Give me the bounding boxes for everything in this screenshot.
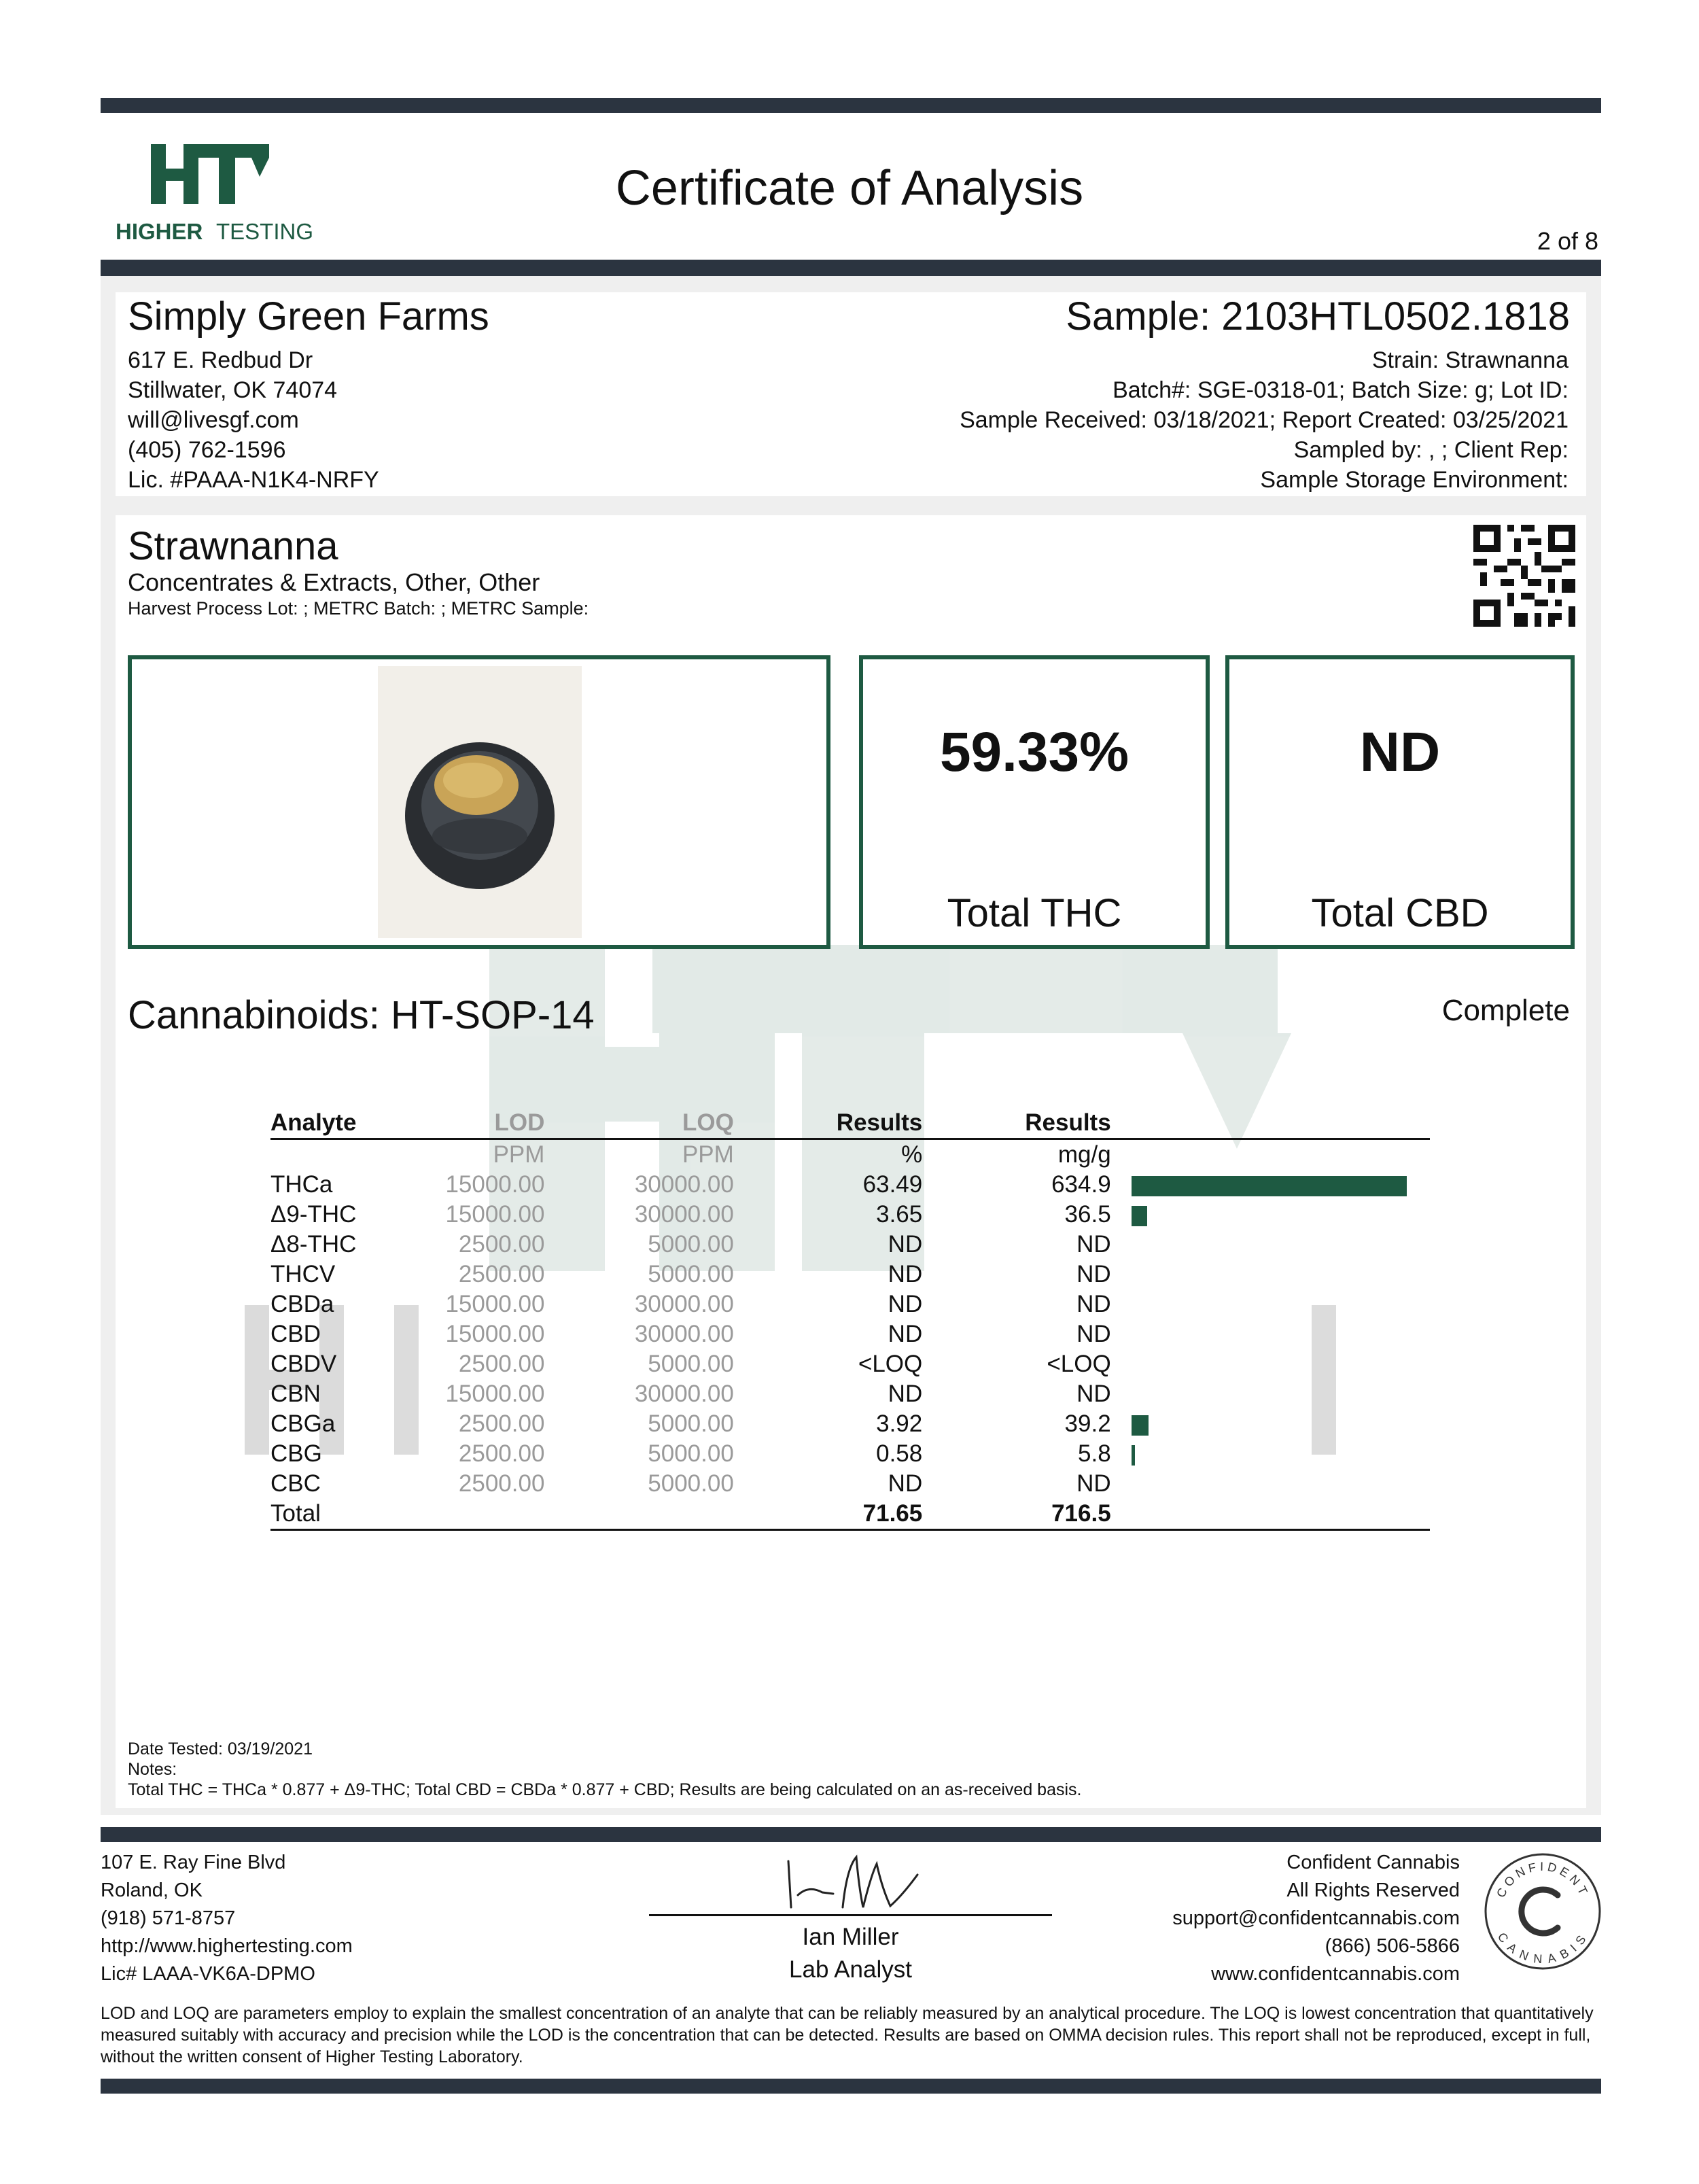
total-thc-box <box>859 655 1210 949</box>
analyte-name: Δ9-THC <box>270 1201 357 1228</box>
analyte-loq: 30000.00 <box>634 1321 734 1347</box>
total-lod <box>404 1499 544 1530</box>
table-row <box>270 1349 1430 1379</box>
analyte-bar-cell <box>1111 1260 1430 1289</box>
analyte-result-pct: ND <box>888 1381 923 1407</box>
analyte-result-pct: ND <box>888 1261 923 1287</box>
analyte-result-mg: ND <box>1076 1381 1111 1407</box>
result-bar <box>1132 1445 1135 1466</box>
lab-phone: (918) 571-8757 <box>101 1907 236 1929</box>
analyte-name: CBDV <box>270 1351 337 1377</box>
analyte-bar-cell <box>1111 1200 1430 1230</box>
logo-text-bold: HIGHER <box>116 219 203 244</box>
analyte-result-pct: <LOQ <box>858 1351 923 1377</box>
analyte-result-pct: 3.92 <box>876 1410 923 1437</box>
cc-contact <box>1172 1849 1460 1988</box>
analyte-lod: 2500.00 <box>458 1470 545 1497</box>
analyte-loq: 30000.00 <box>634 1291 734 1317</box>
analyte-result-mg: ND <box>1076 1291 1111 1317</box>
analyte-result-mg: ND <box>1076 1321 1111 1347</box>
analyte-loq: 5000.00 <box>648 1261 734 1287</box>
analyte-lod: 2500.00 <box>458 1351 545 1377</box>
cc-email[interactable]: support@confidentcannabis.com <box>1172 1907 1460 1929</box>
analyte-bar-cell <box>1111 1170 1430 1200</box>
unit-pct: % <box>901 1141 923 1168</box>
analyte-lod: 2500.00 <box>458 1261 545 1287</box>
analyte-lod: 15000.00 <box>445 1381 545 1407</box>
total-thc-value: 59.33% <box>939 721 1129 783</box>
page-number: 2 of 8 <box>1537 227 1598 255</box>
total-label: Total <box>270 1499 404 1530</box>
analyte-bar-cell <box>1111 1319 1430 1349</box>
analyte-result-pct: ND <box>888 1291 923 1317</box>
disclaimer: LOD and LOQ are parameters employ to explain the smallest concentration of an analyte that can be reliably measured by an analytical procedure. The LOQ is lowest concentration that quantitatively measured suitably with accuracy and precision while the LOD is the concentration that can be detected. Results are based on OMMA decision rules. This report shall not be reproduced, except in full, without the written consent of Higher Testing Laboratory. <box>101 2004 1594 2066</box>
table-row <box>270 1200 1430 1230</box>
analyte-bar-cell <box>1111 1349 1430 1379</box>
analyte-result-mg: 36.5 <box>1064 1201 1111 1228</box>
total-thc-label: Total THC <box>947 891 1122 935</box>
lab-website[interactable]: http://www.highertesting.com <box>101 1935 353 1957</box>
table-row <box>270 1289 1430 1319</box>
analyte-bar-cell <box>1111 1289 1430 1319</box>
unit-loq: PPM <box>682 1141 734 1168</box>
analyte-result-mg: ND <box>1076 1470 1111 1497</box>
analyte-lod: 15000.00 <box>445 1171 545 1198</box>
header-divider <box>101 260 1601 276</box>
notes-text: Total THC = THCa * 0.877 + Δ9-THC; Total CBD = CBDa * 0.877 + CBD; Results are being calculated on an as-received basis. <box>128 1780 1082 1799</box>
client-address1: 617 E. Redbud Dr <box>128 347 313 373</box>
client-name: Simply Green Farms <box>128 294 489 339</box>
analyte-name: THCa <box>270 1171 333 1198</box>
sample-batch: Batch#: SGE-0318-01; Batch Size: g; Lot ID: <box>1113 377 1569 403</box>
analyte-lod: 2500.00 <box>458 1410 545 1437</box>
client-phone: (405) 762-1596 <box>128 437 286 463</box>
sample-strain: Strain: Strawnanna <box>1371 347 1569 373</box>
footer-divider <box>101 1827 1601 1842</box>
analyte-bar-cell <box>1111 1439 1430 1469</box>
total-row <box>270 1499 1430 1530</box>
analyte-loq: 30000.00 <box>634 1381 734 1407</box>
client-email: will@livesgf.com <box>128 407 299 433</box>
total-cbd-label: Total CBD <box>1311 891 1489 935</box>
analyte-result-pct: ND <box>888 1470 923 1497</box>
table-row <box>270 1230 1430 1260</box>
sample-dates: Sample Received: 03/18/2021; Report Created: 03/25/2021 <box>960 407 1569 433</box>
analyte-loq: 30000.00 <box>634 1171 734 1198</box>
confident-cannabis-seal-icon <box>1482 1850 1604 1973</box>
result-bar <box>1132 1415 1149 1436</box>
cannabinoid-results-table <box>270 1108 1430 1531</box>
table-row <box>270 1409 1430 1439</box>
analyte-bar-cell <box>1111 1409 1430 1439</box>
notes-label: Notes: <box>128 1760 177 1779</box>
total-bar-cell <box>1111 1499 1430 1530</box>
signer-title: Lab Analyst <box>789 1956 912 1983</box>
analyte-loq: 5000.00 <box>648 1440 734 1467</box>
analyte-name: CBG <box>270 1440 322 1467</box>
analyte-bar-cell <box>1111 1230 1430 1260</box>
analyte-result-pct: 3.65 <box>876 1201 923 1228</box>
product-lot: Harvest Process Lot: ; METRC Batch: ; METRC Sample: <box>128 598 589 619</box>
logo-text-light: TESTING <box>216 219 314 244</box>
col-loq: LOQ <box>544 1108 733 1139</box>
result-bar <box>1132 1176 1407 1196</box>
analyte-loq: 30000.00 <box>634 1201 734 1228</box>
analyte-result-mg: 39.2 <box>1064 1410 1111 1437</box>
unit-mg: mg/g <box>1057 1141 1111 1168</box>
product-category: Concentrates & Extracts, Other, Other <box>128 568 540 596</box>
table-row <box>270 1170 1430 1200</box>
client-address2: Stillwater, OK 74074 <box>128 377 338 403</box>
lab-license: Lic# LAAA-VK6A-DPMO <box>101 1963 315 1985</box>
document-title: Certificate of Analysis <box>615 161 1084 215</box>
seal-text-top: CONFIDENT <box>1494 1859 1592 1900</box>
sample-storage: Sample Storage Environment: <box>1260 467 1569 493</box>
analyte-name: THCV <box>270 1261 336 1287</box>
analyte-result-pct: ND <box>888 1321 923 1347</box>
analyte-name: Δ8-THC <box>270 1231 357 1258</box>
total-mg: 716.5 <box>922 1499 1110 1530</box>
col-lod: LOD <box>404 1108 544 1139</box>
lab-address1: 107 E. Ray Fine Blvd <box>101 1852 286 1873</box>
analyte-loq: 5000.00 <box>648 1351 734 1377</box>
col-analyte: Analyte <box>270 1108 404 1139</box>
analyte-lod: 15000.00 <box>445 1321 545 1347</box>
client-license: Lic. #PAAA-N1K4-NRFY <box>128 467 379 493</box>
col-bar <box>1111 1108 1430 1139</box>
table-row <box>270 1469 1430 1499</box>
analyte-name: CBDa <box>270 1291 334 1317</box>
col-results-pct: Results <box>734 1108 922 1139</box>
analyte-lod: 15000.00 <box>445 1291 545 1317</box>
sample-id: Sample: 2103HTL0502.1818 <box>1066 294 1570 339</box>
result-bar <box>1132 1206 1147 1226</box>
analyte-loq: 5000.00 <box>648 1410 734 1437</box>
analyte-result-mg: 634.9 <box>1051 1171 1111 1198</box>
date-tested: Date Tested: 03/19/2021 <box>128 1739 313 1758</box>
analyte-result-mg: ND <box>1076 1261 1111 1287</box>
sample-sampled-by: Sampled by: , ; Client Rep: <box>1293 437 1569 463</box>
analyte-lod: 2500.00 <box>458 1440 545 1467</box>
top-border <box>101 98 1601 113</box>
cannabinoids-status: Complete <box>1441 994 1570 1027</box>
sample-photo <box>378 666 582 938</box>
unit-bar <box>1111 1139 1430 1171</box>
total-loq <box>544 1499 733 1530</box>
total-cbd-value: ND <box>1359 721 1441 783</box>
total-pct: 71.65 <box>734 1499 922 1530</box>
lab-contact <box>101 1849 353 1988</box>
unit-lod: PPM <box>493 1141 545 1168</box>
cc-name: Confident Cannabis <box>1286 1852 1460 1873</box>
analyte-result-pct: 0.58 <box>876 1440 923 1467</box>
signer <box>649 1921 1052 1986</box>
qr-code-icon[interactable] <box>1473 525 1575 627</box>
analyte-lod: 2500.00 <box>458 1231 545 1258</box>
table-row <box>270 1379 1430 1409</box>
table-row <box>270 1260 1430 1289</box>
analyte-lod: 15000.00 <box>445 1201 545 1228</box>
analyte-name: CBD <box>270 1321 321 1347</box>
analyte-bar-cell <box>1111 1379 1430 1409</box>
cc-phone: (866) 506-5866 <box>1325 1935 1460 1957</box>
cannabinoids-title: Cannabinoids: HT-SOP-14 <box>128 993 595 1037</box>
analyte-result-pct: ND <box>888 1231 923 1258</box>
bottom-border <box>101 2079 1601 2094</box>
lab-address2: Roland, OK <box>101 1879 203 1901</box>
table-row <box>270 1319 1430 1349</box>
higher-testing-logo <box>116 136 319 252</box>
analyte-loq: 5000.00 <box>648 1470 734 1497</box>
analyte-name: CBC <box>270 1470 321 1497</box>
analyte-result-mg: ND <box>1076 1231 1111 1258</box>
analyte-loq: 5000.00 <box>648 1231 734 1258</box>
analyte-name: CBGa <box>270 1410 336 1437</box>
signature <box>782 1848 931 1913</box>
col-results-mg: Results <box>922 1108 1110 1139</box>
cc-rights: All Rights Reserved <box>1286 1879 1460 1901</box>
seal-text-bottom: CANNABIS <box>1494 1930 1591 1966</box>
analyte-result-pct: 63.49 <box>862 1171 923 1198</box>
cc-website[interactable]: www.confidentcannabis.com <box>1211 1963 1460 1985</box>
sample-image-box <box>128 655 830 949</box>
signer-name: Ian Miller <box>802 1924 899 1950</box>
analyte-result-mg: 5.8 <box>1078 1440 1111 1467</box>
analyte-bar-cell <box>1111 1469 1430 1499</box>
total-cbd-box <box>1225 655 1575 949</box>
table-row <box>270 1439 1430 1469</box>
product-name: Strawnanna <box>128 524 338 568</box>
signature-line <box>649 1914 1052 1916</box>
unit-analyte <box>270 1139 404 1171</box>
analyte-name: CBN <box>270 1381 321 1407</box>
analyte-result-mg: <LOQ <box>1047 1351 1111 1377</box>
